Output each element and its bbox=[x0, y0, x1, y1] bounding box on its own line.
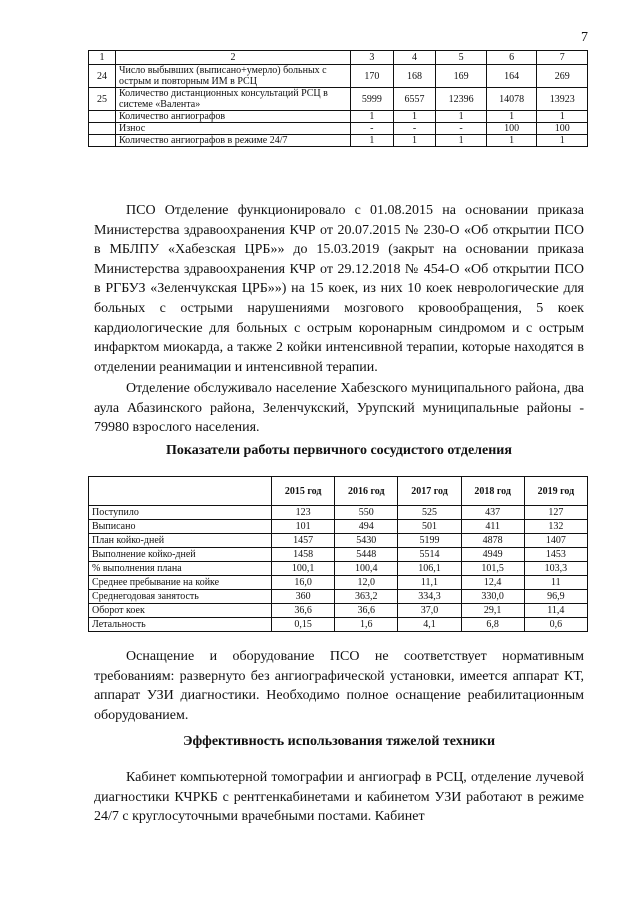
table2-value-cell: 4878 bbox=[461, 534, 524, 548]
table1-value-cell: 1 bbox=[436, 135, 487, 147]
table2-value-cell: 501 bbox=[398, 520, 461, 534]
table2-value-cell: 16,0 bbox=[272, 576, 335, 590]
table2-value-cell: 4,1 bbox=[398, 618, 461, 632]
table2-row bbox=[89, 576, 588, 590]
table2-year-header: 2017 год bbox=[398, 477, 461, 506]
table2-value-cell: 363,2 bbox=[335, 590, 398, 604]
table2-value-cell: 1457 bbox=[272, 534, 335, 548]
table1-row bbox=[89, 65, 588, 88]
table1-value-cell: 1 bbox=[351, 111, 394, 123]
table1-row bbox=[89, 135, 588, 147]
table2-row-label: Летальность bbox=[89, 618, 272, 632]
table2-value-cell: 100,4 bbox=[335, 562, 398, 576]
table2-value-cell: 0,15 bbox=[272, 618, 335, 632]
table2-value-cell: 360 bbox=[272, 590, 335, 604]
table1-row-number: 24 bbox=[89, 65, 116, 88]
table2-year-header: 2019 год bbox=[524, 477, 587, 506]
table1-value-cell: - bbox=[436, 123, 487, 135]
paragraph-population: Отделение обслуживало население Хабезского муниципального района, два аула Абазинского района, Зеленчукский, Урупский муниципальные районы - 79980 взрослого населения. bbox=[94, 381, 584, 436]
table2-value-cell: 101 bbox=[272, 520, 335, 534]
table2-row-label: Выписано bbox=[89, 520, 272, 534]
table2-row-label: Среднегодовая занятость bbox=[89, 590, 272, 604]
table2-value-cell: 550 bbox=[335, 506, 398, 520]
table2-row bbox=[89, 520, 588, 534]
table1-value-cell: 1 bbox=[486, 135, 537, 147]
table1-value-cell: 12396 bbox=[436, 88, 487, 111]
table2-value-cell: 1458 bbox=[272, 548, 335, 562]
table2-value-cell: 330,0 bbox=[461, 590, 524, 604]
table2-value-cell: 494 bbox=[335, 520, 398, 534]
table2-value-cell: 5514 bbox=[398, 548, 461, 562]
table2-row bbox=[89, 604, 588, 618]
table1-row-number bbox=[89, 111, 116, 123]
table2-row bbox=[89, 548, 588, 562]
heading-pso-indicators: Показатели работы первичного сосудистого отделения bbox=[166, 443, 512, 458]
paragraph-ct-angiograph: Кабинет компьютерной томографии и ангиограф в РСЦ, отделение лучевой диагностики КЧРКБ с рентгенкабинетами и кабинетом УЗИ работают в режиме 24/7 с круглосуточными врачебными постами. Кабинет bbox=[94, 770, 584, 825]
table2-value-cell: 1453 bbox=[524, 548, 587, 562]
table2-value-cell: 411 bbox=[461, 520, 524, 534]
table2-value-cell: 96,9 bbox=[524, 590, 587, 604]
table-pso-indicators bbox=[88, 476, 588, 632]
table2-value-cell: 36,6 bbox=[272, 604, 335, 618]
table1-value-cell: 13923 bbox=[537, 88, 588, 111]
table2-value-cell: 11,1 bbox=[398, 576, 461, 590]
table1-body bbox=[89, 51, 588, 147]
table1-header-cell: 1 bbox=[89, 51, 116, 65]
table2-value-cell: 1,6 bbox=[335, 618, 398, 632]
table1-row-label: Число выбывших (выписано+умерло) больных с острым и повторным ИМ в РСЦ bbox=[116, 65, 351, 88]
table2-row bbox=[89, 534, 588, 548]
table1-value-cell: 164 bbox=[486, 65, 537, 88]
table2-row-label: Среднее пребывание на койке bbox=[89, 576, 272, 590]
table2-year-header: 2018 год bbox=[461, 477, 524, 506]
table1-value-cell: - bbox=[351, 123, 394, 135]
table2-value-cell: 123 bbox=[272, 506, 335, 520]
table1-value-cell: 168 bbox=[393, 65, 436, 88]
table2-row bbox=[89, 590, 588, 604]
table2-header-row bbox=[89, 477, 588, 506]
table1-value-cell: 5999 bbox=[351, 88, 394, 111]
table2-value-cell: 106,1 bbox=[398, 562, 461, 576]
table1-value-cell: 269 bbox=[537, 65, 588, 88]
table2-value-cell: 4949 bbox=[461, 548, 524, 562]
table2-body bbox=[89, 506, 588, 632]
heading-heavy-equipment: Эффективность использования тяжелой техники bbox=[182, 734, 496, 749]
table2-row-label: План койко-дней bbox=[89, 534, 272, 548]
table1-row-number: 25 bbox=[89, 88, 116, 111]
table1-value-cell: 14078 bbox=[486, 88, 537, 111]
table1-value-cell: 6557 bbox=[393, 88, 436, 111]
table1-header-cell: 3 bbox=[351, 51, 394, 65]
table1-header-row bbox=[89, 51, 588, 65]
table1-value-cell: - bbox=[393, 123, 436, 135]
table1-value-cell: 100 bbox=[486, 123, 537, 135]
table2-value-cell: 1407 bbox=[524, 534, 587, 548]
page-number: 7 bbox=[581, 30, 588, 45]
table2-value-cell: 127 bbox=[524, 506, 587, 520]
table2-row-label: Оборот коек bbox=[89, 604, 272, 618]
table1-row-number bbox=[89, 123, 116, 135]
table2-value-cell: 101,5 bbox=[461, 562, 524, 576]
table1-row bbox=[89, 111, 588, 123]
table2-row-label: Поступило bbox=[89, 506, 272, 520]
table2-row bbox=[89, 562, 588, 576]
table1-value-cell: 169 bbox=[436, 65, 487, 88]
table2-value-cell: 100,1 bbox=[272, 562, 335, 576]
table1-row-label: Количество дистанционных консультаций РСЦ в системе «Валента» bbox=[116, 88, 351, 111]
table1-row bbox=[89, 123, 588, 135]
table2-value-cell: 5448 bbox=[335, 548, 398, 562]
table-cardiac-indicators bbox=[88, 50, 588, 147]
table1-value-cell: 1 bbox=[393, 135, 436, 147]
table1-row-label: Износ bbox=[116, 123, 351, 135]
table2-value-cell: 11,4 bbox=[524, 604, 587, 618]
table2-value-cell: 103,3 bbox=[524, 562, 587, 576]
table2-value-cell: 334,3 bbox=[398, 590, 461, 604]
table1-value-cell: 1 bbox=[486, 111, 537, 123]
table1-header-cell: 4 bbox=[393, 51, 436, 65]
table1-value-cell: 1 bbox=[393, 111, 436, 123]
table1-value-cell: 1 bbox=[351, 135, 394, 147]
table1-row bbox=[89, 88, 588, 111]
table2-row-label: Выполнение койко-дней bbox=[89, 548, 272, 562]
table2-value-cell: 37,0 bbox=[398, 604, 461, 618]
table1-header-cell: 6 bbox=[486, 51, 537, 65]
table2-corner-cell bbox=[89, 477, 272, 506]
paragraph-equipment: Оснащение и оборудование ПСО не соответствует нормативным требованиям: развернуто без ангиографической установки, имеется аппарат КТ, аппарат УЗИ диагностики. Необходимо полное оснащение реабилитационным оборудованием. bbox=[94, 649, 584, 723]
table1-value-cell: 100 bbox=[537, 123, 588, 135]
table2-value-cell: 12,0 bbox=[335, 576, 398, 590]
table2-value-cell: 36,6 bbox=[335, 604, 398, 618]
table1-row-label: Количество ангиографов bbox=[116, 111, 351, 123]
table2-value-cell: 0,6 bbox=[524, 618, 587, 632]
table2-year-header: 2016 год bbox=[335, 477, 398, 506]
table1-header-cell: 7 bbox=[537, 51, 588, 65]
paragraph-pso-history: ПСО Отделение функционировало с 01.08.2015 на основании приказа Министерства здравоохранения КЧР от 20.07.2015 № 230-О «Об открытии ПСО в МБЛПУ «Хабезская ЦРБ»» до 15.03.2019 (закрыт на основании приказа Министерства здравоохранения КЧР от 29.12.2018 № 454-О «Об открытии ПСО в РГБУЗ «Зеленчукская ЦРБ»») на 15 коек, из них 10 коек неврологические для больных с острыми нарушениями мозгового кровообращения, 5 коек кардиологические для больных с острым коронарным синдромом и с острым инфарктом миокарда, а также 2 койки интенсивной терапии, которые находятся в отделении реанимации и интенсивной терапии. bbox=[94, 203, 584, 375]
table2-value-cell: 525 bbox=[398, 506, 461, 520]
table1-row-label: Количество ангиографов в режиме 24/7 bbox=[116, 135, 351, 147]
table1-row-number bbox=[89, 135, 116, 147]
table2-row bbox=[89, 618, 588, 632]
table1-header-cell: 2 bbox=[116, 51, 351, 65]
table2-value-cell: 29,1 bbox=[461, 604, 524, 618]
table2-value-cell: 132 bbox=[524, 520, 587, 534]
table1-value-cell: 1 bbox=[436, 111, 487, 123]
table2-row-label: % выполнения плана bbox=[89, 562, 272, 576]
table2-value-cell: 5199 bbox=[398, 534, 461, 548]
table1-header-cell: 5 bbox=[436, 51, 487, 65]
table2-value-cell: 11 bbox=[524, 576, 587, 590]
table2-value-cell: 437 bbox=[461, 506, 524, 520]
table1-value-cell: 170 bbox=[351, 65, 394, 88]
table2-row bbox=[89, 506, 588, 520]
table1-value-cell: 1 bbox=[537, 111, 588, 123]
table2-value-cell: 5430 bbox=[335, 534, 398, 548]
table2-value-cell: 6,8 bbox=[461, 618, 524, 632]
table2-value-cell: 12,4 bbox=[461, 576, 524, 590]
table1-value-cell: 1 bbox=[537, 135, 588, 147]
table2-year-header: 2015 год bbox=[272, 477, 335, 506]
